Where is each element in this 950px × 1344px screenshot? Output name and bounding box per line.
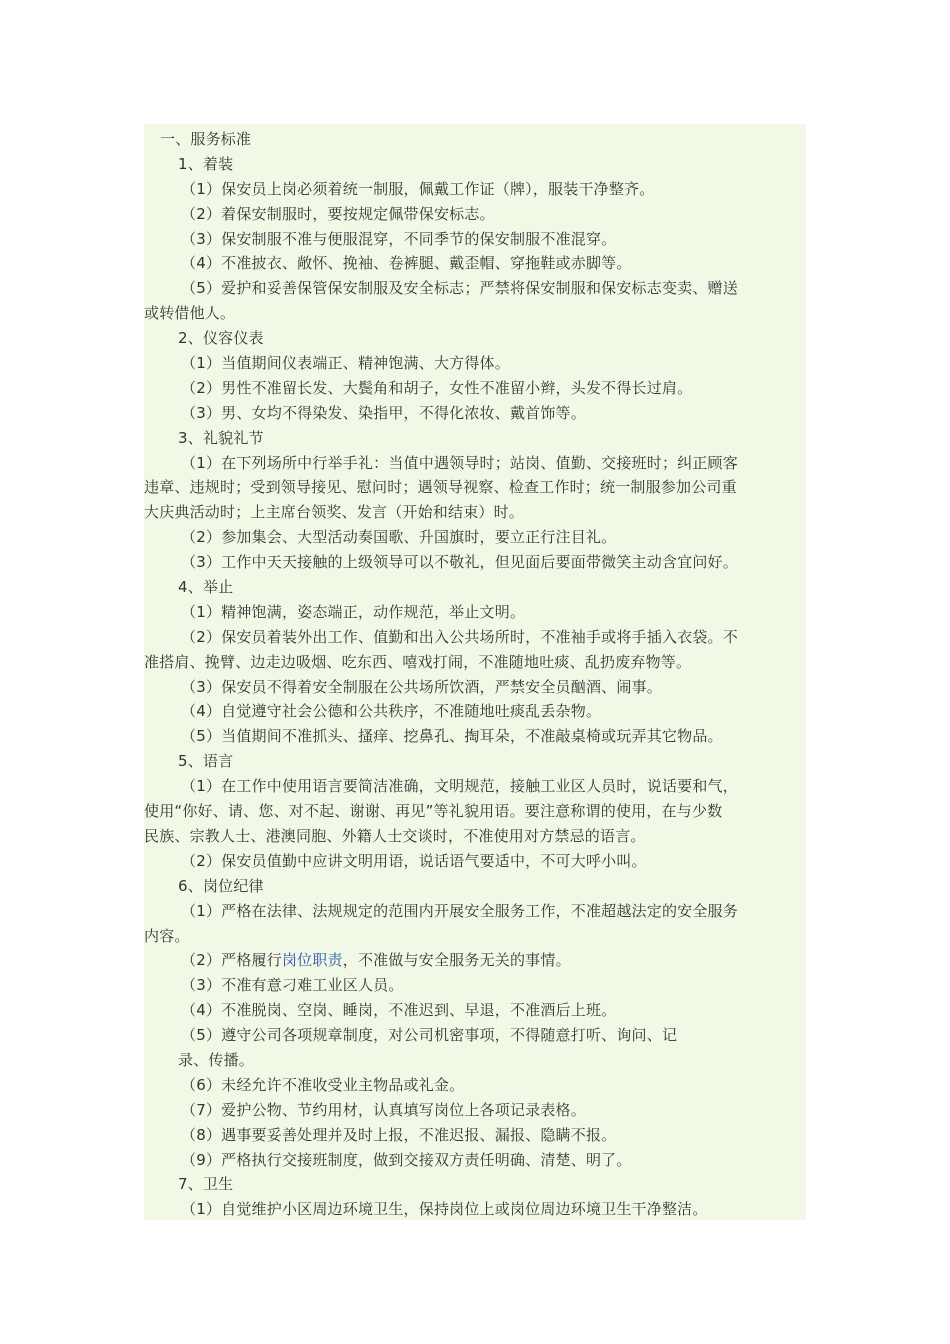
line-text: 录、传播。 bbox=[178, 1050, 255, 1069]
document-panel bbox=[144, 124, 806, 1220]
line-text: （7）爱护公物、节约用材，认真填写岗位上各项记录表格。 bbox=[181, 1100, 586, 1119]
line-text: 4、举止 bbox=[178, 578, 234, 597]
line-text: 一、服务标准 bbox=[160, 130, 252, 148]
line-text: 3、礼貌礼节 bbox=[178, 428, 264, 447]
section-heading bbox=[144, 326, 806, 351]
line-text: 7、卫生 bbox=[178, 1175, 234, 1194]
line-text: （2）严格履行 bbox=[181, 951, 282, 970]
text-line bbox=[144, 1197, 806, 1222]
line-text: 6、岗位纪律 bbox=[178, 876, 264, 895]
line-text: 内容。 bbox=[144, 926, 190, 945]
text-line bbox=[144, 600, 806, 625]
text-line bbox=[144, 177, 806, 202]
text-line bbox=[144, 301, 806, 326]
text-line bbox=[144, 1098, 806, 1123]
line-text: （4）不准披衣、敞怀、挽袖、卷裤腿、戴歪帽、穿拖鞋或赤脚等。 bbox=[181, 254, 632, 273]
text-line bbox=[144, 948, 806, 973]
text-line bbox=[144, 351, 806, 376]
section-heading bbox=[144, 575, 806, 600]
text-line bbox=[144, 1023, 806, 1048]
section-heading bbox=[144, 426, 806, 451]
text-line bbox=[144, 924, 806, 949]
text-line bbox=[144, 1073, 806, 1098]
line-text-after: ，不准做与安全服务无关的事情。 bbox=[342, 951, 571, 970]
line-text: （5）当值期间不准抓头、搔痒、挖鼻孔、掏耳朵，不准敲桌椅或玩弄其它物品。 bbox=[181, 727, 723, 746]
line-text: 5、语言 bbox=[178, 752, 234, 771]
line-text: （2）着保安制服时，要按规定佩带保安标志。 bbox=[181, 204, 495, 223]
section-heading bbox=[144, 1172, 806, 1197]
line-text: （4）自觉遵守社会公德和公共秩序，不准随地吐痰乱丢杂物。 bbox=[181, 702, 602, 721]
line-text: （3）不准有意刁难工业区人员。 bbox=[181, 976, 404, 995]
line-text: （2）男性不准留长发、大鬓角和胡子，女性不准留小辫，头发不得长过肩。 bbox=[181, 378, 693, 397]
text-line bbox=[144, 625, 806, 650]
line-text: （1）在下列场所中行举手礼：当值中遇领导时；站岗、值勤、交接班时；纠正顾客 bbox=[181, 453, 738, 472]
section-heading bbox=[144, 749, 806, 774]
line-text: （3）保安制服不准与便服混穿，不同季节的保安制服不准混穿。 bbox=[181, 229, 617, 248]
line-text: 2、仪容仪表 bbox=[178, 329, 264, 348]
line-text: 1、着装 bbox=[178, 154, 234, 173]
line-text: 大庆典活动时；上主席台领奖、发言（开始和结束）时。 bbox=[144, 503, 525, 522]
line-text: （1）当值期间仪表端正、精神饱满、大方得体。 bbox=[181, 354, 510, 373]
text-line bbox=[144, 401, 806, 426]
line-text: （4）不准脱岗、空岗、睡岗，不准迟到、早退，不准酒后上班。 bbox=[181, 1001, 617, 1020]
text-line bbox=[144, 1048, 806, 1073]
line-text: （2）参加集会、大型活动奏国歌、升国旗时，要立正行注目礼。 bbox=[181, 528, 617, 547]
document-body bbox=[144, 127, 806, 1222]
text-line bbox=[144, 376, 806, 401]
line-text: （5）爱护和妥善保管保安制服及安全标志；严禁将保安制服和保安标志变卖、赠送 bbox=[181, 279, 738, 298]
text-line bbox=[144, 475, 806, 500]
text-line bbox=[144, 699, 806, 724]
line-text: 使用“你好、请、您、对不起、谢谢、再见”等礼貌用语。要注意称谓的使用，在与少数 bbox=[144, 802, 723, 821]
text-line bbox=[144, 1123, 806, 1148]
text-line bbox=[144, 774, 806, 799]
text-line bbox=[144, 899, 806, 924]
text-line bbox=[144, 799, 806, 824]
line-text: （6）未经允许不准收受业主物品或礼金。 bbox=[181, 1075, 465, 1094]
text-line bbox=[144, 276, 806, 301]
line-text: （3）保安员不得着安全制服在公共场所饮酒，严禁安全员酗酒、闹事。 bbox=[181, 677, 662, 696]
text-line bbox=[144, 650, 806, 675]
line-text: （3）工作中天天接触的上级领导可以不敬礼，但见面后要面带微笑主动含宜问好。 bbox=[181, 553, 738, 572]
text-line bbox=[144, 675, 806, 700]
text-line bbox=[144, 202, 806, 227]
job-duties-link[interactable]: 岗位职责 bbox=[281, 951, 343, 970]
text-line bbox=[144, 227, 806, 252]
line-text: （2）保安员着装外出工作、值勤和出入公共场所时，不准袖手或将手插入衣袋。不 bbox=[181, 627, 738, 646]
line-text: （1）精神饱满，姿态端正，动作规范，举止文明。 bbox=[181, 602, 526, 621]
line-text: 准搭肩、挽臂、边走边吸烟、吃东西、嘻戏打闹，不准随地吐痰、乱扔废弃物等。 bbox=[144, 652, 692, 671]
line-text: （3）男、女均不得染发、染指甲，不得化浓妆、戴首饰等。 bbox=[181, 403, 586, 422]
text-line bbox=[144, 824, 806, 849]
line-text: 民族、宗教人士、港澳同胞、外籍人士交谈时，不准使用对方禁忌的语言。 bbox=[144, 826, 646, 845]
text-line bbox=[144, 251, 806, 276]
text-line bbox=[144, 500, 806, 525]
text-line bbox=[144, 724, 806, 749]
text-line bbox=[144, 1148, 806, 1173]
line-text: （1）保安员上岗必须着统一制服，佩戴工作证（牌），服装干净整齐。 bbox=[181, 179, 655, 198]
section-heading bbox=[144, 152, 806, 177]
text-line bbox=[144, 550, 806, 575]
text-line bbox=[144, 998, 806, 1023]
line-text: （1）严格在法律、法规规定的范围内开展安全服务工作，不准超越法定的安全服务 bbox=[181, 901, 738, 920]
text-line bbox=[144, 525, 806, 550]
line-text: 违章、违规时；受到领导接见、慰问时；遇领导视察、检查工作时；统一制服参加公司重 bbox=[144, 478, 737, 497]
line-text: （1）自觉维护小区周边环境卫生，保持岗位上或岗位周边环境卫生干净整洁。 bbox=[181, 1200, 708, 1219]
line-text: 或转借他人。 bbox=[144, 304, 236, 323]
line-text: （9）严格执行交接班制度，做到交接双方责任明确、清楚、明了。 bbox=[181, 1150, 632, 1169]
section-heading bbox=[144, 127, 806, 152]
line-text: （5）遵守公司各项规章制度，对公司机密事项，不得随意打听、询问、记 bbox=[181, 1026, 678, 1045]
line-text: （8）遇事要妥善处理并及时上报，不准迟报、漏报、隐瞒不报。 bbox=[181, 1125, 617, 1144]
text-line bbox=[144, 451, 806, 476]
text-line bbox=[144, 973, 806, 998]
section-heading bbox=[144, 874, 806, 899]
line-text: （1）在工作中使用语言要简洁准确，文明规范，接触工业区人员时，说话要和气， bbox=[181, 777, 738, 796]
line-text: （2）保安员值勤中应讲文明用语，说话语气要适中，不可大呼小叫。 bbox=[181, 851, 647, 870]
text-line bbox=[144, 849, 806, 874]
